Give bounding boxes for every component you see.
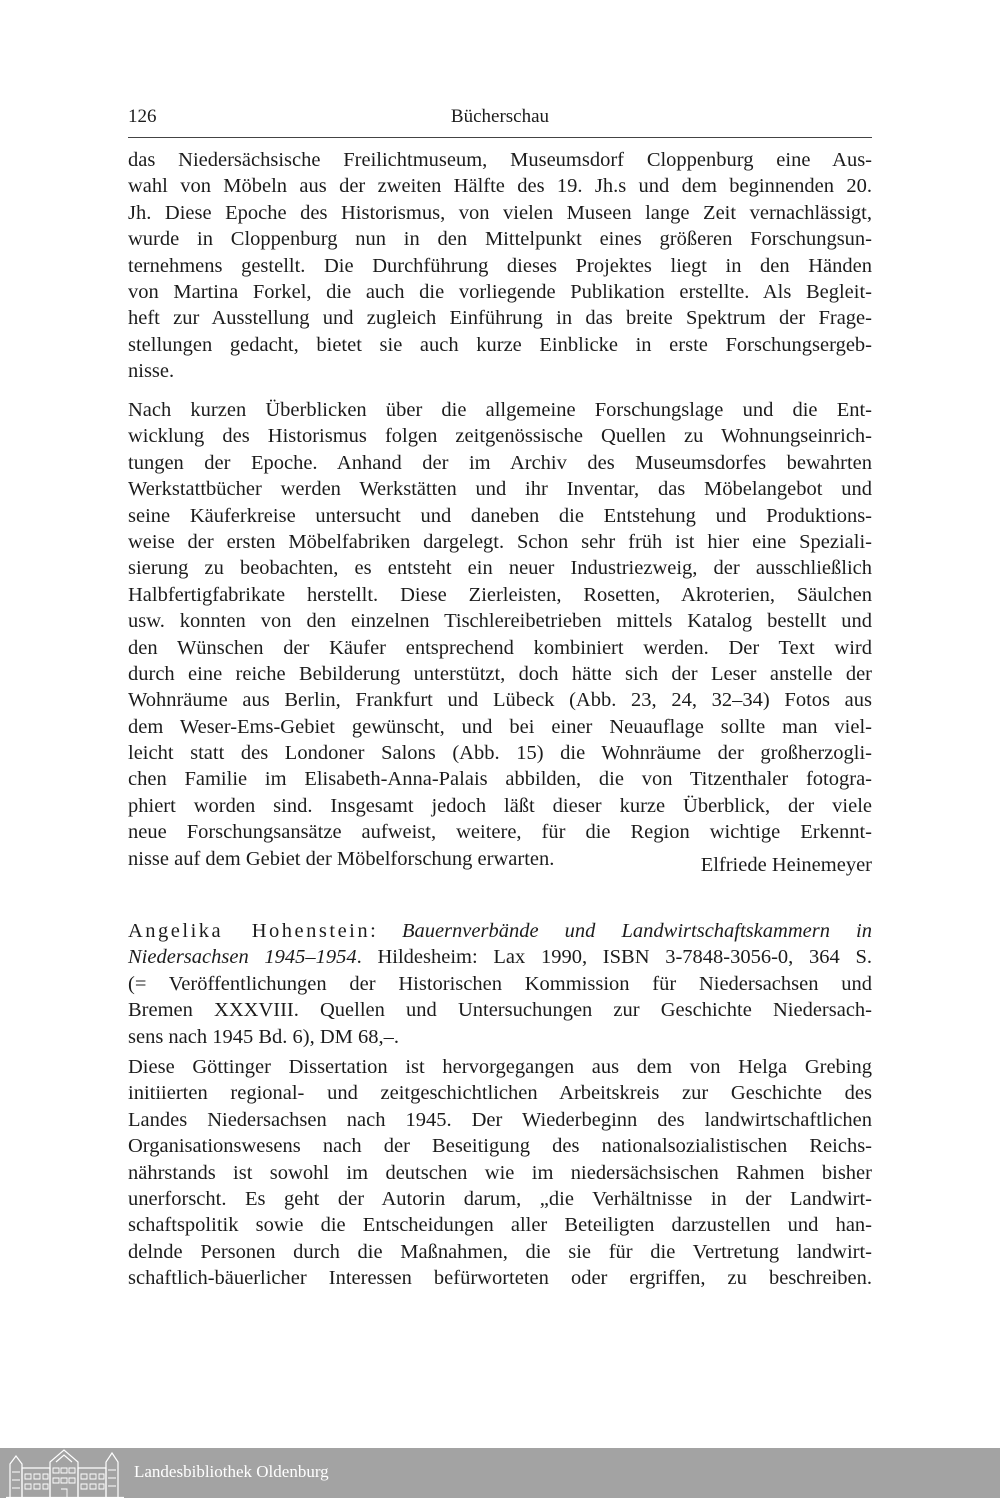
text-line: initiierten regional- und zeitgeschichtlichen Arbeitskreis zur Geschichte des: [128, 1082, 872, 1105]
text-line: tungen der Epoche. Anhand der im Archiv des Museumsdorfes bewahrten: [128, 451, 872, 474]
text-line: neue Forschungsansätze aufweist, weitere, für die Region wichtige Erkennt-: [128, 821, 872, 844]
text-line: heft zur Ausstellung und zugleich Einführung in das breite Spektrum der Frage-: [128, 307, 872, 330]
text-line: Jh. Diese Epoche des Historismus, von vielen Museen lange Zeit vernachlässigt,: [128, 201, 872, 224]
text-line: (= Veröffentlichungen der Historischen Kommission für Niedersachsen und: [128, 972, 872, 995]
citation-publisher: . Hildesheim: Lax 1990, ISBN 3-7848-3056-0, 364 S.: [356, 946, 872, 969]
text-line: leicht statt des Londoner Salons (Abb. 15) die Wohnräume der großherzogli-: [128, 742, 872, 765]
running-head: [128, 104, 872, 130]
citation-line-2: [128, 944, 872, 970]
text-line: nisse auf dem Gebiet der Möbelforschung erwarten.: [128, 847, 555, 870]
text-line: schaftspolitik sowie die Entscheidungen aller Beteiligten darzustellen und han-: [128, 1214, 872, 1237]
text-line: chen Familie im Elisabeth-Anna-Palais abbilden, die von Titzenthaler fotogra-: [128, 768, 872, 791]
text-line: wicklung des Historismus folgen zeitgenössische Quellen zu Wohnungseinrich-: [128, 425, 872, 448]
text-line: sierung zu beobachten, es entsteht ein neuer Industriezweig, der ausschließlich: [128, 557, 872, 580]
review2-citation: [128, 918, 872, 1050]
text-line: das Niedersächsische Freilichtmuseum, Museumsdorf Cloppenburg eine Aus-: [128, 149, 872, 171]
text-line: wahl von Möbeln aus der zweiten Hälfte des 19. Jh.s und dem beginnenden 20.: [128, 175, 872, 198]
text-line: den Wünschen der Käufer entsprechend kombiniert werden. Der Text wird: [128, 636, 872, 659]
citation-author: Angelika Hohenstein: [128, 920, 371, 942]
text-line: durch eine reiche Bebilderung unterstützt, doch hätte sich der Leser anstelle der: [128, 662, 872, 685]
text-line: nisse.: [128, 360, 175, 383]
library-name: Landesbibliothek Oldenburg: [134, 1462, 329, 1481]
reviewer-signature: Elfriede Heinemeyer: [700, 853, 872, 876]
header-rule: [128, 137, 872, 138]
text-line: usw. konnten von den einzelnen Tischlereibetrieben mittels Katalog bestellt und: [128, 610, 872, 633]
review1-paragraph-1: [128, 147, 872, 385]
text-line: Wohnräume aus Berlin, Frankfurt und Lübeck (Abb. 23, 24, 32–34) Fotos aus: [128, 689, 872, 712]
text-line: seine Käuferkreise untersucht und daneben die Entstehung und Produktions-: [128, 504, 872, 527]
citation-line-1: [128, 918, 872, 944]
text-line: Werkstattbücher werden Werkstätten und ihr Inventar, das Möbelangebot und: [128, 478, 872, 501]
text-line: stellungen gedacht, bietet sie auch kurze Einblicke in erste Forschungsergeb-: [128, 333, 872, 356]
library-building-icon: [6, 1448, 124, 1498]
review1-paragraph-2: [128, 397, 872, 876]
text-line: Diese Göttinger Dissertation ist hervorgegangen aus dem von Helga Grebing: [128, 1056, 872, 1078]
text-line: nährstands ist sowohl im deutschen wie im niedersächsischen Rahmen bisher: [128, 1161, 872, 1184]
page-number: 126: [128, 106, 157, 127]
library-footer-bar: [0, 1448, 1000, 1498]
text-line: unerforscht. Es geht der Autorin darum, „die Verhältnisse in der Landwirt-: [128, 1187, 872, 1210]
text-line: phiert worden sind. Insgesamt jedoch läßt dieser kurze Überblick, der viele: [128, 794, 872, 817]
text-line: weise der ersten Möbelfabriken dargelegt. Schon sehr früh ist hier eine Speziali-: [128, 530, 872, 553]
text-line: wurde in Cloppenburg nun in den Mittelpunkt eines größeren Forschungsun-: [128, 228, 872, 251]
text-line: Landes Niedersachsen nach 1945. Der Wiederbeginn des landwirtschaftlichen: [128, 1108, 872, 1131]
text-line: ternehmens gestellt. Die Durchführung dieses Projektes liegt in den Händen: [128, 254, 872, 277]
citation-title-cont: Niedersachsen 1945–1954: [128, 946, 357, 969]
text-line: dem Weser-Ems-Gebiet gewünscht, und bei einer Neuauflage sollte man viel-: [128, 715, 872, 738]
text-line: Halbfertigfabrikate herstellt. Diese Zierleisten, Rosetten, Akroterien, Säulchen: [128, 583, 872, 606]
text-line: schaftlich-bäuerlicher Interessen befürworteten oder ergriffen, zu beschreiben.: [128, 1267, 872, 1290]
text-line: delnde Personen durch die Maßnahmen, die sie für die Vertretung landwirt-: [128, 1240, 872, 1263]
text-line: von Martina Forkel, die auch die vorliegende Publikation erstellte. Als Begleit-: [128, 280, 872, 303]
text-line: Organisationswesens nach der Beseitigung des nationalsozialistischen Reichs-: [128, 1135, 872, 1158]
citation-title: Bauernverbände und Landwirtschaftskammern in: [401, 920, 872, 942]
citation-author-sep: :: [370, 920, 402, 942]
text-line: Bremen XXXVIII. Quellen und Untersuchungen zur Geschichte Niedersach-: [128, 999, 872, 1022]
closing-line: [128, 846, 872, 876]
review2-paragraph-1: [128, 1054, 872, 1292]
text-line: sens nach 1945 Bd. 6), DM 68,–.: [128, 1025, 400, 1048]
text-line: Nach kurzen Überblicken über die allgemeine Forschungslage und die Ent-: [128, 399, 872, 421]
running-title: Bücherschau: [450, 106, 550, 127]
